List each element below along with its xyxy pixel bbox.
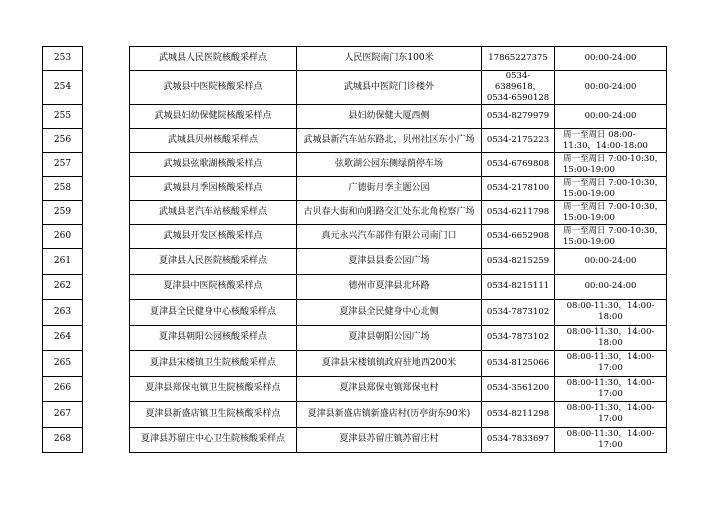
site-phone: 0534-7873102 bbox=[482, 325, 555, 351]
table-row bbox=[43, 376, 667, 402]
site-name: 武城县妇幼保健院核酸采样点 bbox=[130, 105, 297, 129]
site-address: 武城县新汽车站东路北，贝州社区东小广场 bbox=[297, 129, 482, 153]
site-phone: 0534-8215111 bbox=[482, 274, 555, 300]
site-hours: 08:00-11:30，14:00-18:00 bbox=[555, 300, 667, 326]
site-name: 夏津县郑保屯镇卫生院核酸采样点 bbox=[130, 376, 297, 402]
row-number: 262 bbox=[43, 274, 83, 300]
testing-sites-table-container bbox=[42, 46, 667, 453]
row-number: 258 bbox=[43, 177, 83, 201]
site-address: 真元永兴汽车部件有限公司南门口 bbox=[297, 225, 482, 249]
site-hours: 08:00-11:30，14:00-17:00 bbox=[555, 402, 667, 428]
site-hours: 00:00-24:00 bbox=[555, 274, 667, 300]
site-hours: 周一至周日 7:00-10:30，15:00-19:00 bbox=[555, 201, 667, 225]
site-name: 夏津县宋楼镇卫生院核酸采样点 bbox=[130, 351, 297, 377]
site-address: 县妇幼保健大厦西侧 bbox=[297, 105, 482, 129]
row-number: 261 bbox=[43, 249, 83, 275]
site-address: 古贝春大街和向阳路交汇处东北角检察广场 bbox=[297, 201, 482, 225]
table-row bbox=[43, 47, 667, 71]
table-row bbox=[43, 325, 667, 351]
table-row bbox=[43, 402, 667, 428]
site-hours: 周一至周日 08:00-11:30，14:00-18:00 bbox=[555, 129, 667, 153]
site-name: 夏津县朝阳公园核酸采样点 bbox=[130, 325, 297, 351]
site-address: 夏津县郑保屯镇郑保屯村 bbox=[297, 376, 482, 402]
row-number: 268 bbox=[43, 427, 83, 453]
site-name: 武城县老汽车站核酸采样点 bbox=[130, 201, 297, 225]
site-phone: 0534-6211798 bbox=[482, 201, 555, 225]
site-address: 夏津县新盛店镇新盛店村(历亭街东90米) bbox=[297, 402, 482, 428]
site-address: 夏津县宋楼镇镇政府驻地西200米 bbox=[297, 351, 482, 377]
site-phone: 0534-2178100 bbox=[482, 177, 555, 201]
row-number: 257 bbox=[43, 153, 83, 177]
row-number: 254 bbox=[43, 71, 83, 105]
site-name: 夏津县人民医院核酸采样点 bbox=[130, 249, 297, 275]
site-name: 夏津县中医院核酸采样点 bbox=[130, 274, 297, 300]
site-phone: 0534-6389618，0534-6590128 bbox=[482, 71, 555, 105]
site-hours: 08:00-11:30，14:00-17:00 bbox=[555, 376, 667, 402]
county-column-cell bbox=[83, 249, 130, 453]
row-number: 264 bbox=[43, 325, 83, 351]
site-address: 夏津县全民健身中心北侧 bbox=[297, 300, 482, 326]
site-phone: 0534-6769808 bbox=[482, 153, 555, 177]
site-phone: 0534-7833697 bbox=[482, 427, 555, 453]
row-number: 265 bbox=[43, 351, 83, 377]
site-hours: 00:00-24:00 bbox=[555, 47, 667, 71]
site-name: 武城县弦歌湖核酸采样点 bbox=[130, 153, 297, 177]
site-hours: 08:00-11:30，14:00-17:00 bbox=[555, 351, 667, 377]
table-row bbox=[43, 153, 667, 177]
site-address: 夏津县苏留庄镇苏留庄村 bbox=[297, 427, 482, 453]
row-number: 260 bbox=[43, 225, 83, 249]
site-address: 德州市夏津县北环路 bbox=[297, 274, 482, 300]
site-name: 夏津县新盛店镇卫生院核酸采样点 bbox=[130, 402, 297, 428]
table-row bbox=[43, 177, 667, 201]
site-hours: 周一至周日 7:00-10:30，15:00-19:00 bbox=[555, 225, 667, 249]
site-phone: 17865227375 bbox=[482, 47, 555, 71]
site-name: 武城县人民医院核酸采样点 bbox=[130, 47, 297, 71]
site-address: 武城县中医院门诊楼外 bbox=[297, 71, 482, 105]
site-name: 夏津县苏留庄中心卫生院核酸采样点 bbox=[130, 427, 297, 453]
site-phone: 0534-6652908 bbox=[482, 225, 555, 249]
row-number: 263 bbox=[43, 300, 83, 326]
table-row bbox=[43, 274, 667, 300]
row-number: 253 bbox=[43, 47, 83, 71]
row-number: 259 bbox=[43, 201, 83, 225]
table-row bbox=[43, 105, 667, 129]
site-name: 武城县中医院核酸采样点 bbox=[130, 71, 297, 105]
site-hours: 08:00-11:30，14:00-18:00 bbox=[555, 325, 667, 351]
testing-sites-table bbox=[42, 46, 667, 453]
row-number: 256 bbox=[43, 129, 83, 153]
table-row bbox=[43, 351, 667, 377]
site-phone: 0534-7873102 bbox=[482, 300, 555, 326]
site-name: 夏津县全民健身中心核酸采样点 bbox=[130, 300, 297, 326]
site-hours: 08:00-11:30，14:00-17:00 bbox=[555, 427, 667, 453]
site-hours: 00:00-24:00 bbox=[555, 249, 667, 275]
site-hours: 00:00-24:00 bbox=[555, 105, 667, 129]
table-row bbox=[43, 201, 667, 225]
county-column-cell bbox=[83, 47, 130, 249]
table-row bbox=[43, 225, 667, 249]
row-number: 266 bbox=[43, 376, 83, 402]
site-phone: 0534-8215259 bbox=[482, 249, 555, 275]
site-address: 人民医院南门东100米 bbox=[297, 47, 482, 71]
table-row bbox=[43, 300, 667, 326]
site-hours: 周一至周日 7:00-10:30，15:00-19:00 bbox=[555, 153, 667, 177]
site-phone: 0534-8211298 bbox=[482, 402, 555, 428]
table-row bbox=[43, 129, 667, 153]
site-phone: 0534-2175223 bbox=[482, 129, 555, 153]
table-row bbox=[43, 71, 667, 105]
site-name: 武城县月季园核酸采样点 bbox=[130, 177, 297, 201]
site-address: 夏津县朝阳公园广场 bbox=[297, 325, 482, 351]
site-phone: 0534-8279979 bbox=[482, 105, 555, 129]
table-row bbox=[43, 427, 667, 453]
row-number: 267 bbox=[43, 402, 83, 428]
row-number: 255 bbox=[43, 105, 83, 129]
site-hours: 00:00-24:00 bbox=[555, 71, 667, 105]
site-phone: 0534-3561200 bbox=[482, 376, 555, 402]
site-name: 武城县贝州核酸采样点 bbox=[130, 129, 297, 153]
site-address: 夏津县县委公园广场 bbox=[297, 249, 482, 275]
site-hours: 周一至周日 7:00-10:30，15:00-19:00 bbox=[555, 177, 667, 201]
site-address: 广德街月季主题公园 bbox=[297, 177, 482, 201]
site-phone: 0534-8125066 bbox=[482, 351, 555, 377]
table-body bbox=[43, 47, 667, 453]
site-address: 弦歌湖公园东侧绿荫停车场 bbox=[297, 153, 482, 177]
table-row bbox=[43, 249, 667, 275]
site-name: 武城县开发区核酸采样点 bbox=[130, 225, 297, 249]
